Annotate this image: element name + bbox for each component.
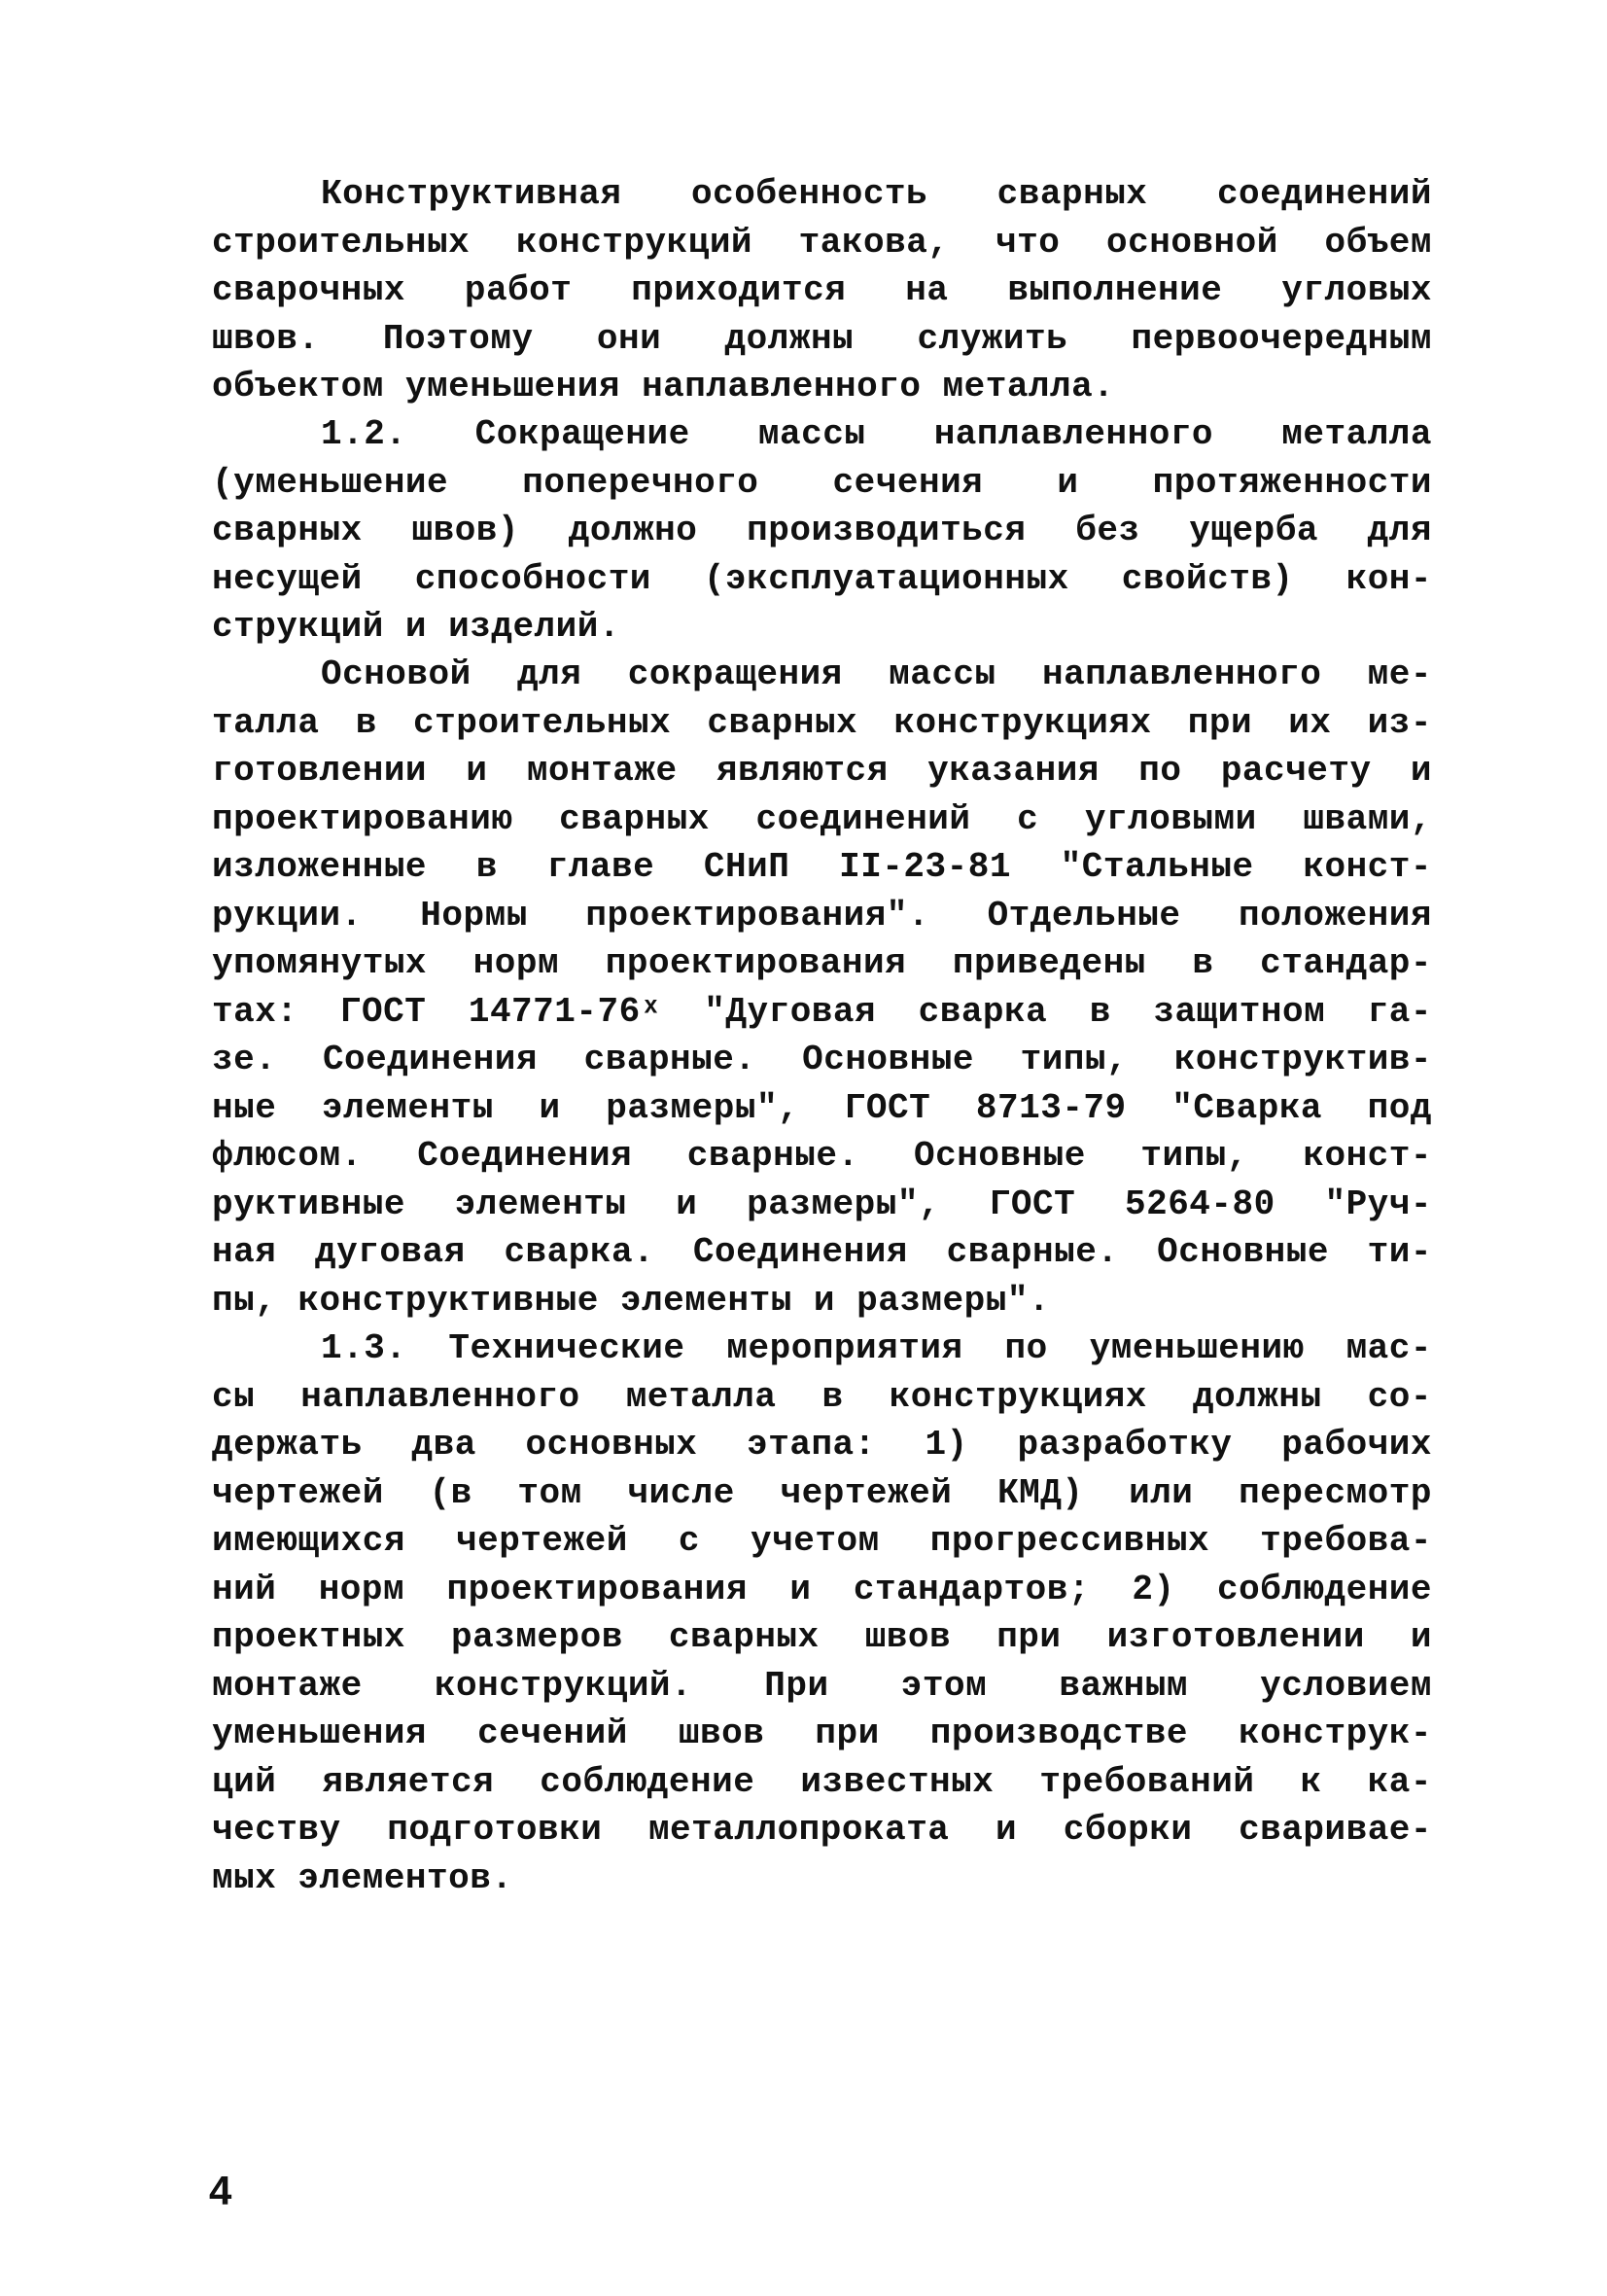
text-line: проектных размеров сварных швов при изготовлении и (212, 1617, 1432, 1657)
text-line: флюсом. Соединения сварные. Основные типы, конст- (212, 1136, 1432, 1176)
text-line: ные элементы и размеры", ГОСТ 8713-79 "Сварка под (212, 1088, 1432, 1128)
text-line: мых элементов. (212, 1858, 513, 1898)
text-line: изложенные в главе СНиП II-23-81 "Стальные конст- (212, 847, 1432, 887)
text-line: руктивные элементы и размеры", ГОСТ 5264-80 "Руч- (212, 1184, 1432, 1224)
text-line: держать два основных этапа: 1) разработку рабочих (212, 1425, 1432, 1465)
text-line: (уменьшение поперечного сечения и протяженности (212, 463, 1432, 503)
text-line: монтаже конструкций. При этом важным условием (212, 1666, 1432, 1706)
text-line: 1.3. Технические мероприятия по уменьшению мас- (321, 1328, 1432, 1368)
text-line: уменьшения сечений швов при производстве конструк- (212, 1713, 1432, 1753)
text-line: ций является соблюдение известных требований к ка- (212, 1762, 1432, 1802)
text-line: готовлении и монтаже являются указания по расчету и (212, 751, 1432, 791)
text-line: проектированию сварных соединений с угловыми швами, (212, 799, 1432, 839)
text-line: объектом уменьшения наплавленного металла. (212, 367, 1115, 406)
text-line: зе. Соединения сварные. Основные типы, конструктив- (212, 1040, 1432, 1079)
text-line: сварочных работ приходится на выполнение угловых (212, 270, 1432, 310)
text-line: 1.2. Сокращение массы наплавленного металла (321, 414, 1432, 454)
page-number: 4 (209, 2168, 232, 2213)
text-line: честву подготовки металлопроката и сборки сваривае- (212, 1810, 1432, 1850)
text-line: тах: ГОСТ 14771-76ˣ "Дуговая сварка в защитном га- (212, 992, 1432, 1032)
text-line: сы наплавленного металла в конструкциях должны со- (212, 1377, 1432, 1417)
text-line: несущей способности (эксплуатационных свойств) кон- (212, 559, 1432, 599)
text-line: рукции. Нормы проектирования". Отдельные положения (212, 896, 1432, 936)
text-line: швов. Поэтому они должны служить первоочередным (212, 319, 1432, 359)
text-line: сварных швов) должно производиться без ущерба для (212, 511, 1432, 550)
text-line: имеющихся чертежей с учетом прогрессивных требова- (212, 1521, 1432, 1561)
text-line: талла в строительных сварных конструкциях при их из- (212, 703, 1432, 743)
text-line: Конструктивная особенность сварных соединений (321, 174, 1432, 214)
text-line: струкций и изделий. (212, 607, 620, 647)
text-line: пы, конструктивные элементы и размеры". (212, 1281, 1051, 1321)
text-line: строительных конструкций такова, что основной объем (212, 223, 1432, 263)
text-line: ная дуговая сварка. Соединения сварные. Основные ти- (212, 1232, 1432, 1272)
text-line: упомянутых норм проектирования приведены в стандар- (212, 943, 1432, 983)
text-line: Основой для сокращения массы наплавленного ме- (321, 654, 1432, 694)
text-line: ний норм проектирования и стандартов; 2) соблюдение (212, 1570, 1432, 1609)
text-line: чертежей (в том числе чертежей КМД) или пересмотр (212, 1473, 1432, 1513)
